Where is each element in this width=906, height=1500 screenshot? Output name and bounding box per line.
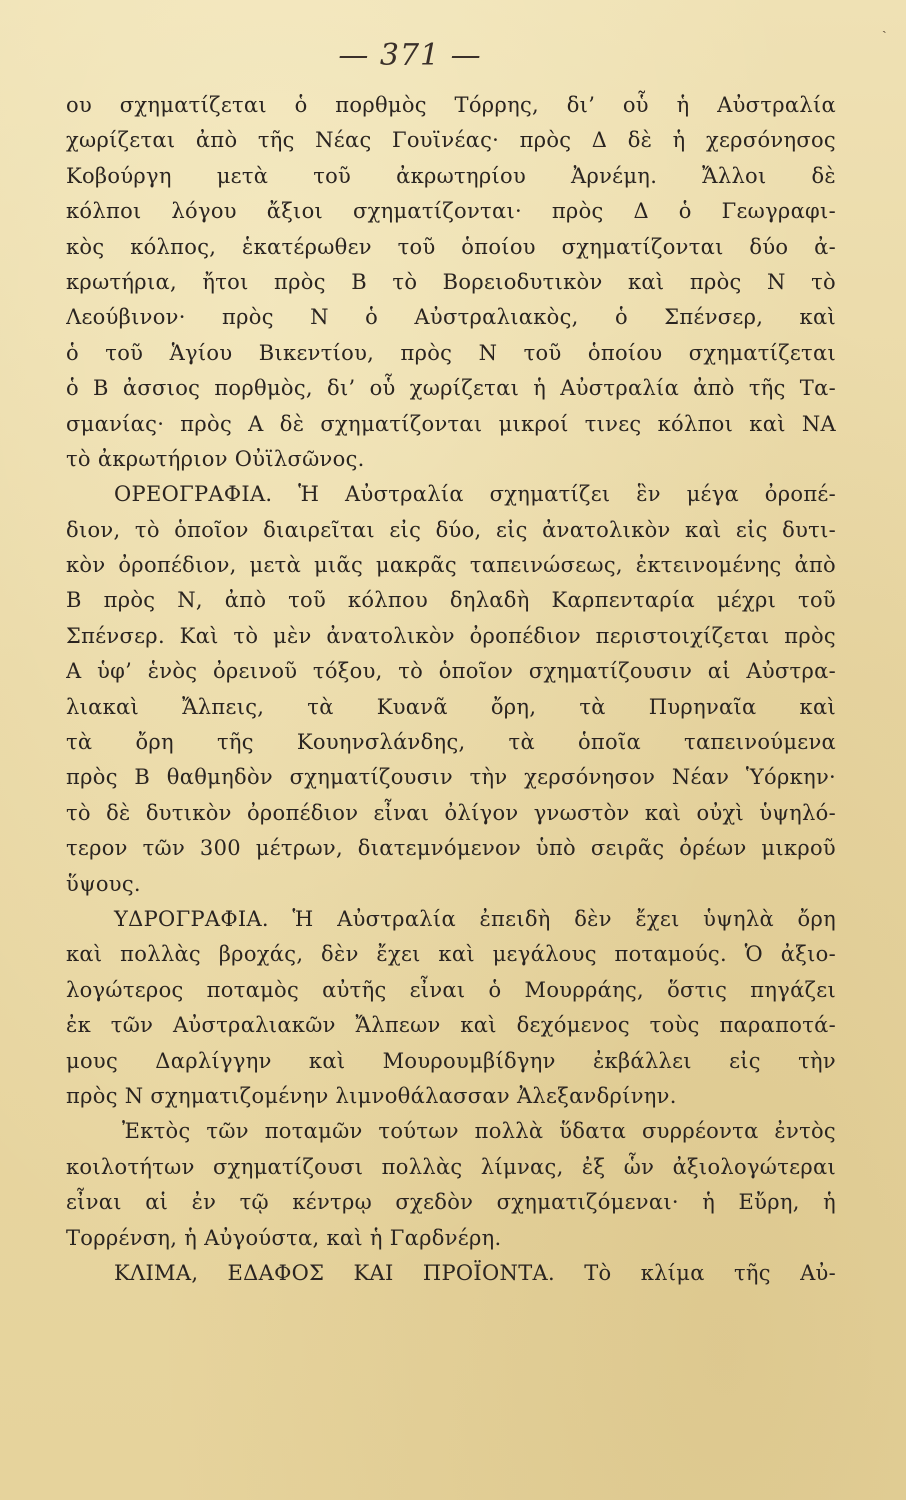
text-line: διον, τὸ ὁποῖον διαιρεῖται εἰς δύο, εἰς ἀνατολικὸν καὶ εἰς δυτι- <box>66 517 836 542</box>
text-line: ὁ Β ἀσσιος πορθμὸς, δι’ οὗ χωρίζεται ἡ Αὐστραλία ἀπὸ τῆς Τα- <box>66 376 836 401</box>
text-line: τερον τῶν 300 μέτρων, διατεμνόμενον ὑπὸ σειρᾶς ὀρέων μικροῦ <box>66 836 836 861</box>
text-line: ὁ τοῦ Ἁγίου Βικεντίου, πρὸς Ν τοῦ ὁποίου σχηματίζεται <box>66 340 836 365</box>
text-line: Λεούβινον· πρὸς Ν ὁ Αὐστραλιακὸς, ὁ Σπένσερ, καὶ <box>66 305 836 330</box>
text-line: κὸν ὀροπέδιον, μετὰ μιᾶς μακρᾶς ταπεινώσεως, ἐκτεινομένης ἀπὸ <box>66 553 836 578</box>
text-line: χωρίζεται ἀπὸ τῆς Νέας Γουϊνέας· πρὸς Δ δὲ ἡ χερσόνησος <box>66 128 836 153</box>
text-line: εἶναι αἱ ἐν τῷ κέντρῳ σχεδὸν σχηματιζόμεναι· ἡ Εὔρη, ἡ <box>66 1190 836 1215</box>
text-line: Τορρένση, ἡ Αὐγούστα, καὶ ἡ Γαρδνέρη. <box>66 1225 502 1250</box>
text-line: πρὸς Ν σχηματιζομένην λιμνοθάλασσαν Ἀλεξανδρίνην. <box>66 1083 677 1108</box>
text-line: κόλποι λόγου ἄξιοι σχηματίζονται· πρὸς Δ ὁ Γεωγραφι- <box>66 199 836 224</box>
text-line: καὶ πολλὰς βροχάς, δὲν ἔχει καὶ μεγάλους ποταμούς. Ὁ ἀξιο- <box>66 942 836 967</box>
text-line: ΚΛΙΜΑ, ΕΔΑΦΟΣ ΚΑΙ ΠΡΟΪΟΝΤΑ. Τὸ κλίμα τῆς Αὐ- <box>114 1260 836 1285</box>
text-line: κὸς κόλπος, ἑκατέρωθεν τοῦ ὁποίου σχηματίζονται δύο ἀ- <box>66 234 836 259</box>
text-line: τὸ ἀκρωτήριον Οὐϊλσῶνος. <box>66 446 365 471</box>
text-line: Ἐκτὸς τῶν ποταμῶν τούτων πολλὰ ὕδατα συρρέοντα ἐντὸς <box>122 1119 836 1144</box>
text-line: ΥΔΡΟΓΡΑΦΙΑ. Ἡ Αὐστραλία ἐπειδὴ δὲν ἔχει ὑψηλὰ ὄρη <box>114 906 836 931</box>
corner-mark: ˎ <box>882 18 887 34</box>
text-line: σμανίας· πρὸς Α δὲ σχηματίζονται μικροί τινες κόλποι καὶ ΝΑ <box>66 411 836 436</box>
text-line: Α ὑφ’ ἑνὸς ὀρεινοῦ τόξου, τὸ ὁποῖον σχηματίζουσιν αἱ Αὐστρα- <box>66 659 836 684</box>
text-line: ὕψους. <box>66 871 141 896</box>
text-line: Β πρὸς Ν, ἀπὸ τοῦ κόλπου δηλαδὴ Καρπενταρία μέχρι τοῦ <box>66 588 836 613</box>
text-line: πρὸς Β θαθμηδὸν σχηματίζουσιν τὴν χερσόνησον Νέαν Ὑόρκην· <box>66 765 836 790</box>
text-line: ου σχηματίζεται ὁ πορθμὸς Τόρρης, δι’ οὗ ἡ Αὐστραλία <box>66 93 836 117</box>
text-line: μους Δαρλίγγην καὶ Μουρουμβίδγην ἐκβάλλει εἰς τὴν <box>66 1048 836 1073</box>
text-line: λιακαὶ Ἄλπεις, τὰ Κυανᾶ ὄρη, τὰ Πυρηναῖα καὶ <box>66 694 836 719</box>
text-line: ἐκ τῶν Αὐστραλιακῶν Ἄλπεων καὶ δεχόμενος τοὺς παραποτά- <box>66 1013 836 1038</box>
text-line: τὰ ὄρη τῆς Κουηνσλάνδης, τὰ ὁποῖα ταπεινούμενα <box>66 730 836 755</box>
text-line: λογώτερος ποταμὸς αὐτῆς εἶναι ὁ Μουρράης, ὅστις πηγάζει <box>66 977 836 1002</box>
body-text <box>66 88 836 1291</box>
page-number: — 371 — <box>338 38 482 73</box>
text-line: Σπένσερ. Καὶ τὸ μὲν ἀνατολικὸν ὀροπέδιον περιστοιχίζεται πρὸς <box>66 623 836 648</box>
text-line: Κοβούργη μετὰ τοῦ ἀκρωτηρίου Ἀρνέμη. Ἄλλοι δὲ <box>66 163 836 188</box>
text-line: ΟΡΕΟΓΡΑΦΙΑ. Ἡ Αὐστραλία σχηματίζει ἓν μέγα ὀροπέ- <box>114 482 836 507</box>
text-line: τὸ δὲ δυτικὸν ὀροπέδιον εἶναι ὀλίγον γνωστὸν καὶ οὐχὶ ὑψηλό- <box>66 800 836 825</box>
text-line: κοιλοτήτων σχηματίζουσι πολλὰς λίμνας, ἐξ ὧν ἀξιολογώτεραι <box>66 1154 836 1179</box>
text-line: κρωτήρια, ἤτοι πρὸς Β τὸ Βορειοδυτικὸν καὶ πρὸς Ν τὸ <box>66 269 836 294</box>
